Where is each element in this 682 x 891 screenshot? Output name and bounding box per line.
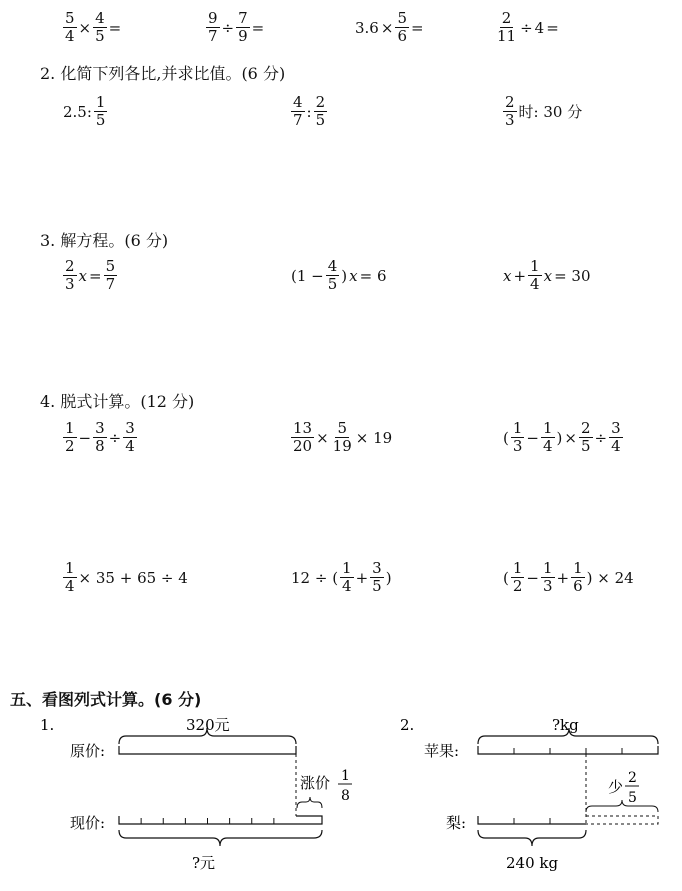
d2-less-label: 少 xyxy=(608,778,624,796)
section5-title: 五、看图列式计算。(6 分) xyxy=(10,690,202,709)
d2-less-den: 5 xyxy=(628,790,637,806)
d1-original-bar xyxy=(119,746,296,754)
d2-missing-bar xyxy=(586,816,658,824)
q3-title: 3. 解方程。(6 分) xyxy=(40,231,169,250)
d2-less-brace xyxy=(586,800,658,812)
q2-ratio-1: 2.5: $\frac{1}{5}$ xyxy=(63,93,106,129)
q4-calc-5: 12 ÷ ( $\frac{1}{4}$ + $\frac{3}{5}$ ) xyxy=(291,559,392,595)
d1-inc-label: 涨价 xyxy=(300,774,331,792)
d1-inc-num: 1 xyxy=(341,768,350,784)
q3-equation-3: x + $\frac{1}{4}$ x = 30 xyxy=(503,257,591,293)
q2-ratio-3: $\frac{2}{3}$ 时: 30 分 xyxy=(505,93,583,129)
d1-number: 1. xyxy=(40,716,55,734)
d1-row2-label: 现价: xyxy=(70,814,106,832)
d1-row1-label: 原价: xyxy=(70,742,106,760)
top-expr-2: $\frac{9}{7}$ ÷ $\frac{7}{9}$ = xyxy=(208,9,265,45)
diagram-price xyxy=(0,712,360,882)
q4-calc-6: ( $\frac{1}{2}$ − $\frac{1}{3}$ + $\frac{1}{6}$ ) × 24 xyxy=(503,559,634,595)
d1-bottom-brace xyxy=(119,830,322,846)
q4-title: 4. 脱式计算。(12 分) xyxy=(40,392,195,411)
q3-equation-2: (1 − $\frac{4}{5}$ ) x = 6 xyxy=(291,257,387,293)
d2-pear-bar xyxy=(478,816,586,824)
q4-calc-3: ( $\frac{1}{3}$ − $\frac{1}{4}$ ) × $\frac{2}{5}$ ÷ $\frac{3}{4}$ xyxy=(503,419,621,455)
q2-title: 2. 化简下列各比,并求比值。(6 分) xyxy=(40,64,286,83)
q3-equation-1: $\frac{2}{3}$ x = $\frac{5}{7}$ xyxy=(65,257,116,293)
d1-inc-brace xyxy=(297,797,322,808)
top-expr-4: $\frac{2}{11}$ ÷ 4 = xyxy=(497,9,559,45)
top-expr-3: 3.6 × $\frac{5}{6}$ = xyxy=(355,9,424,45)
d2-pear-label: 240 kg xyxy=(506,854,559,872)
q4-calc-2: $\frac{13}{20}$ × $\frac{5}{19}$ × 19 xyxy=(293,419,393,455)
d2-less-num: 2 xyxy=(628,770,637,786)
top-expr-1: $\frac{5}{4}$ × $\frac{4}{5}$ = xyxy=(65,9,122,45)
d1-top-brace xyxy=(119,728,296,744)
q2-ratio-2: $\frac{4}{7}$ : $\frac{2}{5}$ xyxy=(293,93,326,129)
d1-unknown-label: ?元 xyxy=(192,854,216,872)
d2-number: 2. xyxy=(400,716,415,734)
d2-row1-label: 苹果: xyxy=(424,742,460,760)
q4-calc-4: $\frac{1}{4}$ × 35 + 65 ÷ 4 xyxy=(65,559,188,595)
d2-row2-label: 梨: xyxy=(446,814,467,832)
d2-total-label: ?kg xyxy=(552,716,579,734)
d1-inc-den: 8 xyxy=(341,788,350,804)
d2-apple-bar xyxy=(478,746,658,754)
d2-bottom-brace xyxy=(478,830,586,846)
diagram-fruit xyxy=(360,712,682,882)
q4-calc-1: $\frac{1}{2}$ − $\frac{3}{8}$ ÷ $\frac{3}{4}$ xyxy=(65,419,135,455)
d1-current-bar xyxy=(119,816,322,824)
d1-total-label: 320元 xyxy=(186,716,230,734)
